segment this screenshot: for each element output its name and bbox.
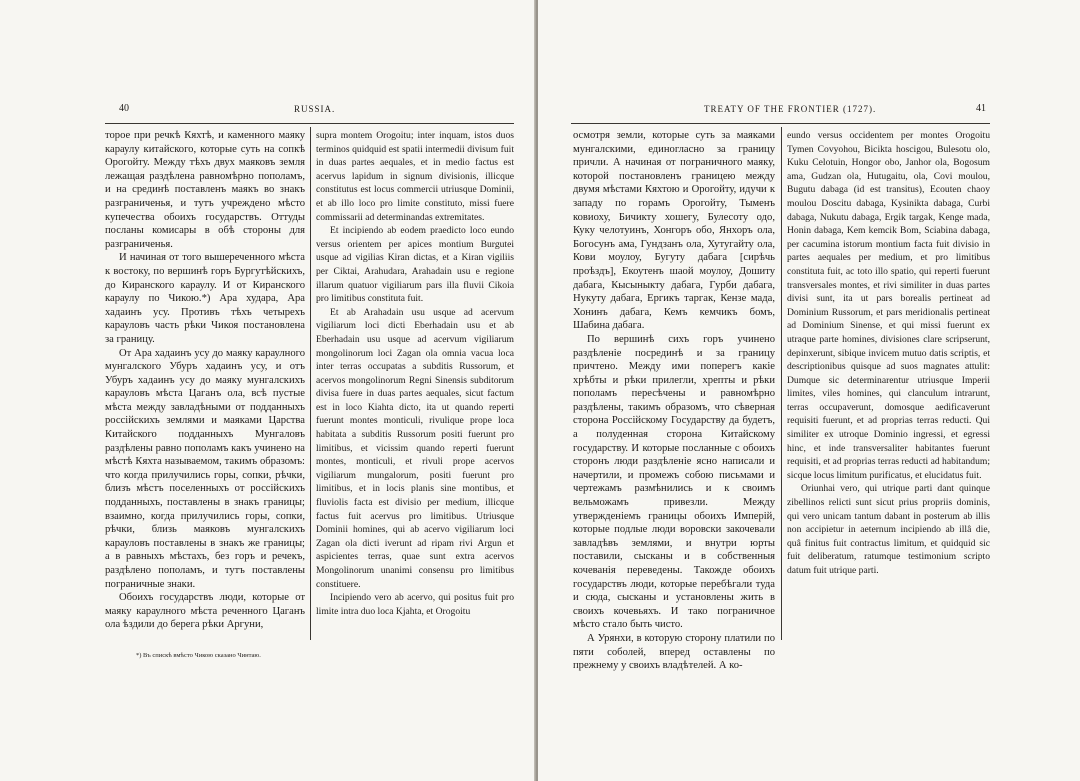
russian-paragraph: торое при речкѣ Кяхтѣ, и каменного маяку караулу китайского, которые суть на сопкѣ Орогойту. Между тѣхъ двух маяковъ земля лежащая раздѣлена равномѣрно пополамъ, и на срединѣ поставленъ маякъ во знакъ разграниченья, и тутъ учреждено мѣсто купечества обоихъ государствъ. Оттуды посланы комисары в обѣ стороны для разграниченья. [105, 130, 305, 250]
column-divider [310, 127, 311, 640]
top-rule [105, 123, 514, 124]
running-head: TREATY OF THE FRONTIER (1727). [704, 104, 877, 114]
latin-paragraph: supra montem Orogoitu; inter inquam, istos duos terminos quidquid est spatii intermedii divisum fuit in duas partes aequales, et in medio factus est acervus lapidum in signum divisionis, illicque constitutus est locus commercii utriusque Dominii, et ab illo loco pro limite constituto, missi fuere commissarii ad determinandas extremitates. [316, 130, 514, 223]
latin-paragraph: Oriunhai vero, qui utrique parti dant quinque zibellinos relicti sunt sicut prius propriis dominis, qui vero unicam tantum dabant in posterum ab illis non accipietur in aeternum incipiendo ab illâ die, quâ finitus fuit contractus limitum, et quidquid sic fuit deliberatum, ratumque testimonium scripto datum fuit utrique parti. [787, 483, 990, 576]
page-number: 40 [119, 103, 129, 114]
russian-paragraph: А Урянхи, в которую сторону платили по пяти соболей, вперед оставлены по прежнему у своихъ владѣтелей. А ко- [573, 632, 775, 672]
latin-paragraph: Et ab Arahadain usu usque ad acervum vigiliarum loci dicti Eberhadain usu et ab Eberhadain usu usque ad acervum vigiliarum mongolinorum loci Zagan ola omnia vacua loca inter terras occupatas a subditis Russorum, et acervos mongolinorum Regni Sinensis subditorum divisa fuere in duas partes aequales, sicut factum est in loco Kiahta dicto, ita ut quando reperti fuerunt montes monticuli, rivulique prope loca habitata a subditis Russorum positi fuerunt pro limitibus, et vicissim quando reperti fuerunt montes, monticuli, et rivuli prope acervos vigiliarum mungalorum, positi fuerunt pro limitibus, et in locis planis sine montibus, et fluviolis facta est divisio per medium, illicque factus fuit acervus pro limitibus. Utriusque Dominii homines, qui ab acervo vigiliarum loci Zagan ola dicti iverunt ad ripam rivi Argun et aspicientes terras, quae sunt extra acervos Mongolinorum unanimi consensu pro limitibus constituere. [316, 306, 514, 590]
page-number: 41 [976, 103, 986, 114]
latin-paragraph: eundo versus occidentem per montes Orogoitu Tymen Covyohou, Bicikta hoscigou, Bulesotu olo, Kuku Celotuin, Hongor obo, Janhor ola, Bogosum ama, Gudzan ola, Hutugaitu, ola, Covi moulou, Bugutu dabaga (id est transitus), Ecouten chaoy moulou Doscitu dabaga, Kysinikta dabaga, Curbi dabaga, Nukutu dabaga, Ergik targak, Kenge mada, Honin dabaga, Kem kemcik Bom, Sciabina dabaga, per cacumina istorum montium facta fuit divisio in partes aequales per medium, et pro limitibus constituta fuit, ac toto illo spatio, qui reperti fuerunt transversales montes, et rivi similiter in duas partes divisi sunt, ita ut pars borealis pertineat ad Dominium Russorum, et pars meridionalis pertineat ad Dominium Sinense, et qui missi fuerunt ex utraque parte homines, divisiones clare scripserunt, depinxerunt, sibique invicem mutuo datis scriptis, et descriptionibus quisque ad suos magnates attulit: Dumque sic determinarentur utriusque Imperii limites, viles homines, qui clanculum intrarunt, terras occupaverunt, domosque aedificaverunt requisiti fuerunt, et ad proprias terras reducti. Qui similiter ex utroque Dominio ingressi, et egressi hinc, et inde transversaliter habitantes fuerunt requisiti, et ad proprias terras reducti ad habitandum; sicque locus limitum purificatus, et elucidatus fuit. [787, 130, 991, 481]
russian-paragraph: И начиная от того вышереченного мѣста к востоку, по вершинѣ горъ Бургутѣйскихъ, до Киранского караулу. И от Киранского караулу по Чикою.*) Ара худара, Ара хадаинъ усу. Противъ тѣхъ четырехъ карауловъ часть рѣки Чикоя постановлена за границу. [105, 252, 305, 345]
russian-paragraph: По вершинѣ сихъ горъ учинено раздѣленіе посрединѣ и за границу причтено. Между ими поперегъ какіе хрѣбты и рѣки прилегли, хрепты и рѣки пополамъ пересѣчены и равномѣрно раздѣлены, такимъ образомъ, что сѣверная сторона Россійскому Государству да будетъ, а полуденная сторона Китайскому государству. И которые посланные с обоихъ сторонъ люди раздѣленіе ясно написали и начертили, и промежъ собою письмами и чертежамъ размѣнились и к своимъ вельможамъ привезли. Между утвержденіемъ границы обоихъ Имперій, которые подлые люди воровски закочевали завладѣвъ землями, и внутри юрты поставили, сысканы и в собственныя кочеванія переведены. Такожде обоихъ государствъ люди, которые перебѣгали туда и сюда, сысканы и установлены жить в своихъ кочевьяхъ. И тако пограничное мѣсто стало быть чисто. [573, 333, 775, 631]
russian-paragraph: Обоихъ государствъ люди, которые от маяку караулного мѣста реченного Цаганъ ола ѣздили до берега рѣки Аргуни, [105, 592, 305, 631]
running-head: RUSSIA. [294, 104, 336, 114]
left-page [0, 0, 536, 781]
russian-paragraph: От Ара хадаинъ усу до маяку караулного мунгалского Убуръ хадаинъ усу, и отъ Убуръ хадаинъ усу до маяку мунгалскихъ карауловъ мѣста Цаганъ ола, всѣ пустые мѣста между завладѣными от подданныхъ россійскихъ землями и маяками Царства Китайского подданныхъ Мунгаловъ раздѣлены равно пополамъ какъ учинено на мѣстѣ Кяхта называемом, такимъ образомъ: что когда прилучились горы, сопки, рѣчки, близъ мѣстъ поселенныхъ от россійскихъ подданныхъ, поставлены в знакъ границы; взаимно, когда прилучились горы, сопки, рѣчки, близь маяковъ мунгалскихъ карауловъ поставлены в знакъ же границы; а в равныхъ мѣстахъ, без горъ и речекъ, раздѣлено пополамъ, и тутъ поставлены пограничные знаки. [105, 347, 305, 590]
latin-paragraph: Incipiendo vero ab acervo, qui positus fuit pro limite intra duo loca Kjahta, et Orogoitu [316, 592, 514, 617]
russian-column [573, 129, 775, 672]
russian-paragraph: осмотря земли, которые суть за маяками мунгалскими, единогласно за границу причли. А начиная от пограничного маяку, которой постановленъ границею между двумя мѣстами Кяхтою и Орогойту, идучи к западу по горамъ Орогойту, Тыменъ ковиоху, Бичикту хошегу, Булесоту одо, Куку челотуинъ, Хонгоръ обо, Янхоръ ола, Богосунъ ама, Гундзанъ ола, Хутугайту ола, Кови моулоу, Бугуту дабага [сирѣчь проѣздъ], Екоутенъ шаой моулоу, Дошиту дабага, Кысыныкту дабага, Гурби дабага, Нукуту дабага, Ергикъ таргак, Кензе мада, Хонинъ дабага, Кемъ кемчикъ бомъ, Шабина дабага. [573, 130, 775, 332]
latin-column [316, 129, 514, 641]
footnote: *) Въ спискѣ вмѣсто Чикою сказано Чинтаю. [136, 652, 261, 659]
right-page [538, 0, 1080, 781]
russian-column [105, 129, 305, 641]
top-rule [571, 123, 990, 124]
latin-column [787, 129, 990, 641]
column-divider [781, 127, 782, 640]
latin-paragraph: Et incipiendo ab eodem praedicto loco eundo versus orientem per apices montium Burgutei usque ad vigilias Kiran dictas, et a Kiran vigiliis per Ciktai, Arahudara, Arahadain usu e regione illarum quatuor vigiliarum pars illa fluvii Cikoia pro limitibus constituta fuit. [316, 225, 514, 305]
